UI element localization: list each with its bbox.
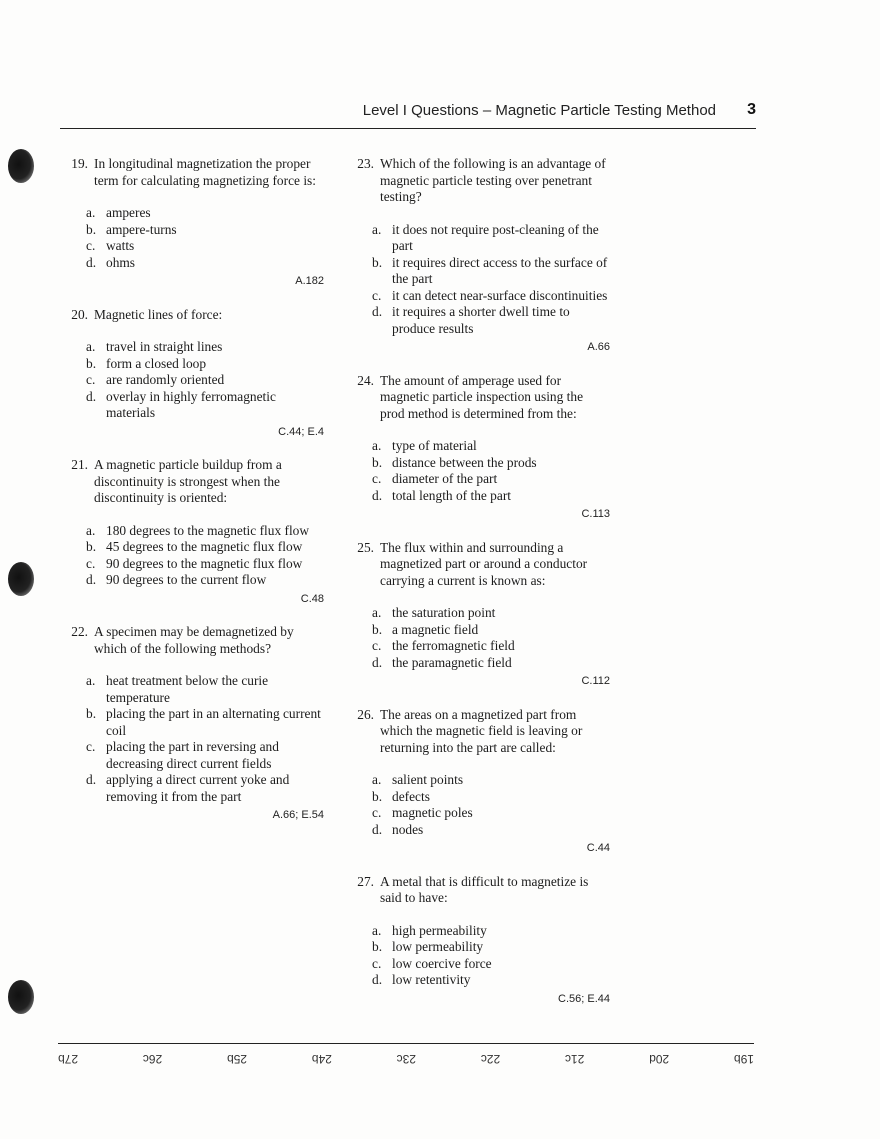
option-label: c. — [372, 287, 382, 303]
answer-option — [372, 438, 610, 455]
question-block — [346, 156, 610, 356]
question-stem — [346, 373, 610, 423]
answer-option — [86, 356, 324, 373]
option-text: low retentivity — [392, 972, 471, 987]
option-text: overlay in highly ferromagnetic materials — [106, 388, 276, 420]
page-title: Level I Questions – Magnetic Particle Testing Method — [362, 102, 716, 119]
answer-option — [372, 805, 610, 822]
option-label: d. — [372, 972, 383, 987]
question-text: A magnetic particle buildup from a discontinuity is strongest when the discontinuity is oriented: — [94, 457, 282, 505]
option-label: c. — [86, 555, 96, 571]
answer-option — [86, 706, 324, 739]
option-label: b. — [86, 221, 97, 237]
option-label: c. — [372, 471, 382, 486]
option-label: a. — [372, 438, 382, 453]
question-text: Magnetic lines of force: — [94, 306, 223, 322]
question-stem — [60, 624, 324, 657]
option-text: 90 degrees to the magnetic flux flow — [106, 555, 303, 571]
option-label: a. — [372, 922, 382, 938]
question-number: 22. — [71, 624, 88, 639]
question-stem — [60, 457, 324, 507]
option-label: a. — [372, 221, 382, 237]
answer-options — [60, 205, 324, 271]
reference-citation: C.44 — [586, 842, 610, 854]
answer-option — [372, 822, 610, 839]
reference-citation: C.44; E.4 — [278, 425, 324, 438]
question-block — [60, 624, 324, 824]
answer-option — [372, 972, 610, 989]
question-text: The areas on a magnetized part from which the magnetic field is leaving or returning into the part are called: — [380, 706, 583, 755]
answer-option — [372, 622, 610, 639]
option-label: b. — [372, 788, 383, 804]
option-label: d. — [86, 772, 97, 787]
answer-option — [372, 304, 610, 337]
answer-option — [372, 923, 610, 940]
question-number: 21. — [71, 457, 88, 472]
option-text: the ferromagnetic field — [392, 638, 515, 653]
option-label: a. — [86, 339, 96, 354]
option-text: magnetic poles — [392, 805, 473, 820]
option-text: form a closed loop — [106, 355, 207, 371]
answer-key-code: 23c — [396, 1052, 417, 1066]
option-label: d. — [86, 572, 97, 587]
answer-option — [372, 956, 610, 973]
answer-option — [372, 488, 610, 505]
answer-option — [86, 673, 324, 706]
option-text: nodes — [392, 821, 424, 837]
option-text: it does not require post-cleaning of the part — [392, 221, 599, 253]
option-text: travel in straight lines — [106, 339, 223, 354]
answer-key-code: 21c — [564, 1052, 585, 1066]
answer-option — [372, 222, 610, 255]
option-text: heat treatment below the curie temperature — [106, 673, 269, 705]
question-number: 20. — [71, 306, 88, 322]
answer-key-code: 26c — [142, 1052, 163, 1066]
reference-citation: A.182 — [295, 275, 324, 287]
question-stem — [60, 307, 324, 324]
reference-citation: C.112 — [581, 675, 610, 687]
option-text: watts — [106, 238, 135, 253]
option-text: a magnetic field — [392, 621, 479, 637]
answer-key-code: 24b — [311, 1052, 332, 1066]
answer-option — [86, 238, 324, 255]
question-stem — [346, 540, 610, 590]
question-text: The flux within and surrounding a magnetized part or around a conductor carrying a current is known as: — [380, 539, 588, 588]
question-number: 23. — [357, 156, 374, 171]
option-text: 90 degrees to the current flow — [106, 572, 267, 587]
answer-options — [346, 605, 610, 671]
answer-option — [372, 789, 610, 806]
option-label: b. — [372, 454, 383, 470]
answer-option — [86, 205, 324, 222]
answer-option — [372, 288, 610, 305]
option-label: d. — [372, 487, 383, 503]
question-block — [60, 307, 324, 441]
question-text: The amount of amperage used for magnetic particle inspection using the prod method is determined from the: — [380, 372, 584, 421]
option-label: b. — [86, 539, 97, 554]
question-number: 25. — [357, 539, 374, 555]
option-text: placing the part in an alternating current coil — [106, 706, 321, 738]
option-label: b. — [86, 355, 97, 371]
answer-options — [346, 772, 610, 838]
reference-citation: A.66; E.54 — [272, 809, 324, 821]
answer-options — [346, 438, 610, 504]
option-text: it can detect near-surface discontinuities — [392, 287, 608, 303]
answer-key-code: 27b — [58, 1052, 79, 1066]
answer-option — [372, 471, 610, 488]
option-text: total length of the part — [392, 487, 511, 503]
answer-key-code: 20d — [649, 1052, 670, 1066]
option-text: applying a direct current yoke and removing it from the part — [106, 772, 290, 804]
answer-options — [346, 222, 610, 338]
page-header — [60, 100, 756, 129]
option-label: d. — [372, 821, 383, 837]
question-number: 24. — [357, 372, 374, 388]
reference-citation: C.113 — [581, 508, 610, 520]
option-label: d. — [86, 254, 97, 270]
option-label: c. — [86, 739, 96, 754]
answer-option — [86, 772, 324, 805]
reference-citation: C.56; E.44 — [558, 992, 610, 1005]
answer-option — [86, 572, 324, 589]
reference-citation: C.48 — [300, 592, 324, 605]
answer-option — [372, 605, 610, 622]
option-label: d. — [372, 304, 383, 319]
question-stem — [346, 874, 610, 907]
question-block — [346, 373, 610, 523]
option-text: defects — [392, 788, 430, 804]
option-text: placing the part in reversing and decreasing direct current fields — [106, 739, 279, 771]
binder-hole-top — [8, 149, 34, 183]
answer-option — [86, 372, 324, 389]
option-text: the saturation point — [392, 605, 496, 620]
option-label: d. — [372, 654, 383, 670]
option-text: 45 degrees to the magnetic flux flow — [106, 539, 303, 554]
left-question-column — [60, 156, 324, 841]
question-block — [60, 156, 324, 290]
answer-key-code: 22c — [480, 1052, 501, 1066]
answer-option — [372, 939, 610, 956]
option-text: it requires direct access to the surface of the part — [392, 254, 608, 286]
option-label: a. — [372, 772, 382, 787]
option-text: ampere-turns — [106, 221, 177, 237]
answer-option — [372, 638, 610, 655]
option-label: a. — [86, 673, 96, 688]
answer-key-code: 19b — [733, 1052, 754, 1066]
binder-hole-middle — [8, 562, 34, 596]
question-block — [346, 540, 610, 690]
answer-option — [86, 539, 324, 556]
answer-option — [372, 455, 610, 472]
option-text: 180 degrees to the magnetic flux flow — [106, 522, 310, 538]
answer-option — [86, 339, 324, 356]
option-label: c. — [372, 638, 382, 653]
answer-option — [86, 556, 324, 573]
option-text: low permeability — [392, 939, 484, 954]
question-block — [346, 874, 610, 1008]
question-text: A specimen may be demagnetized by which of the following methods? — [94, 624, 294, 656]
binder-hole-bottom — [8, 980, 34, 1014]
answer-option — [86, 222, 324, 239]
answer-option — [86, 523, 324, 540]
option-text: low coercive force — [392, 955, 492, 971]
footer-rule — [58, 1043, 754, 1044]
option-label: b. — [372, 939, 383, 954]
answer-option — [372, 255, 610, 288]
option-label: c. — [86, 372, 96, 387]
option-label: a. — [86, 205, 96, 220]
answer-key-upside-down — [58, 1048, 754, 1066]
answer-options — [60, 523, 324, 589]
question-block — [346, 707, 610, 857]
option-label: c. — [372, 955, 382, 971]
option-label: a. — [86, 522, 96, 538]
option-text: salient points — [392, 772, 464, 787]
question-text: In longitudinal magnetization the proper term for calculating magnetizing force is: — [94, 156, 316, 188]
option-text: diameter of the part — [392, 471, 498, 486]
page-number: 3 — [747, 101, 756, 118]
option-text: high permeability — [392, 922, 487, 938]
question-number: 19. — [71, 156, 88, 171]
question-stem — [60, 156, 324, 189]
option-text: type of material — [392, 438, 477, 453]
answer-option — [86, 739, 324, 772]
question-stem — [346, 156, 610, 206]
question-text: A metal that is difficult to magnetize is said to have: — [380, 873, 589, 905]
answer-option — [86, 255, 324, 272]
question-stem — [346, 707, 610, 757]
option-label: b. — [372, 254, 383, 270]
option-text: it requires a shorter dwell time to produce results — [392, 304, 570, 336]
question-number: 26. — [357, 706, 374, 722]
option-label: b. — [86, 706, 97, 721]
answer-key-code: 25b — [227, 1052, 248, 1066]
option-text: the paramagnetic field — [392, 654, 512, 670]
option-label: a. — [372, 605, 382, 620]
answer-options — [346, 923, 610, 989]
option-label: b. — [372, 621, 383, 637]
answer-options — [60, 339, 324, 422]
question-block — [60, 457, 324, 607]
answer-option — [372, 655, 610, 672]
option-text: distance between the prods — [392, 454, 537, 470]
reference-citation: A.66 — [587, 341, 610, 353]
option-text: amperes — [106, 205, 151, 220]
question-text: Which of the following is an advantage of magnetic particle testing over penetrant testing? — [380, 156, 606, 204]
answer-option — [372, 772, 610, 789]
option-text: ohms — [106, 254, 136, 270]
option-label: d. — [86, 388, 97, 404]
option-label: c. — [86, 238, 96, 253]
right-question-column — [346, 156, 610, 1024]
option-text: are randomly oriented — [106, 372, 225, 387]
question-number: 27. — [357, 873, 374, 889]
option-label: c. — [372, 805, 382, 820]
answer-options — [60, 673, 324, 805]
answer-option — [86, 389, 324, 422]
